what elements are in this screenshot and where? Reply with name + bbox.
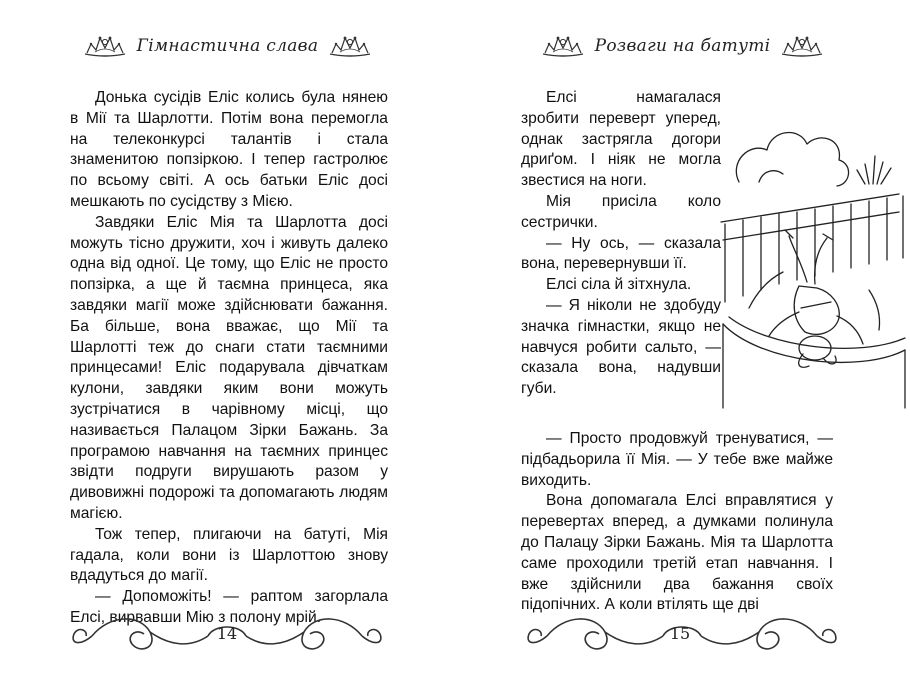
header-title: Розваги на батуті <box>594 36 771 56</box>
paragraph: — Допоможіть! — раптом загорлала Елсі, вирвавши Мію з полону мрій. <box>70 588 388 626</box>
page-footer <box>0 606 455 666</box>
page-footer <box>455 606 910 666</box>
header-title: Гімнастична слава <box>136 36 319 56</box>
body-text <box>70 88 388 629</box>
paragraph: Елсі намагалася зробити переверт уперед, однак застрягла догори дриґом. І ніяк не могла звестися на ноги. <box>521 89 721 190</box>
girl-on-trampoline-illustration <box>719 112 909 412</box>
paragraph: Вона допомагала Елсі вправлятися у перевертах вперед, а думками полинула до Палацу Зірки Бажань. Мія та Шарлотта саме проходили третій етап навчання. І вже здійснили два бажання своїх підопічних. А коли втілять ще дві <box>521 492 833 614</box>
right-page <box>455 0 910 700</box>
paragraph: Донька сусідів Еліс колись була нянею в Мії та Шарлотти. Потім вона перемогла на телеконкурсі талантів і стала знаменитою попзіркою. І тепер гастролює по всьому світі. А ось батьки Еліс досі мешкають по сусідству з Мією. <box>70 89 388 210</box>
paragraph: Елсі сіла й зітхнула. <box>546 276 692 294</box>
paragraph: — Я ніколи не здобуду значка гімнастки, якщо не навчуся робити сальто, — сказала вона, надувши губи. <box>521 296 721 398</box>
body-text-wrapped <box>521 88 721 400</box>
paragraph: Мія присіла коло сестрички. <box>521 192 721 231</box>
page-number: 15 <box>669 624 691 643</box>
page-number: 14 <box>216 624 238 643</box>
tiara-icon <box>539 32 587 60</box>
paragraph: — Просто продовжуй тренуватися, — підбадьорила її Мія. — У тебе вже майже виходить. <box>521 430 833 489</box>
running-header <box>455 28 910 64</box>
tiara-icon <box>81 32 129 60</box>
tiara-icon <box>326 32 374 60</box>
tiara-icon <box>778 32 826 60</box>
paragraph: Тож тепер, плигаючи на батуті, Мія гадала, коли вони із Шарлоттою знову вдадуться до магії. <box>70 525 388 585</box>
paragraph: Завдяки Еліс Мія та Шарлотта досі можуть тісно дружити, хоч і живуть далеко одна від одної. Це тому, що Еліс не просто попзірка, а ще й таємна принцеса, яка завдяки магії може здійснювати бажання. Ба більше, вона вважає, що Мії та Шарлотті теж до снаги стати таємними принцесами! Еліс подарувала дівчаткам кулони, завдяки яким вони можуть зустрічатися в чарівному місці, що називається Палацом Зірки Бажань. За програмою навчання на таємних принцес звідти подруги вирушають разом у дивовижні подорожі та допомагають людям магією. <box>70 213 388 522</box>
running-header <box>0 28 455 64</box>
body-text-full <box>521 429 833 616</box>
paragraph: — Ну ось, — сказала вона, перевернувши її. <box>521 234 721 273</box>
